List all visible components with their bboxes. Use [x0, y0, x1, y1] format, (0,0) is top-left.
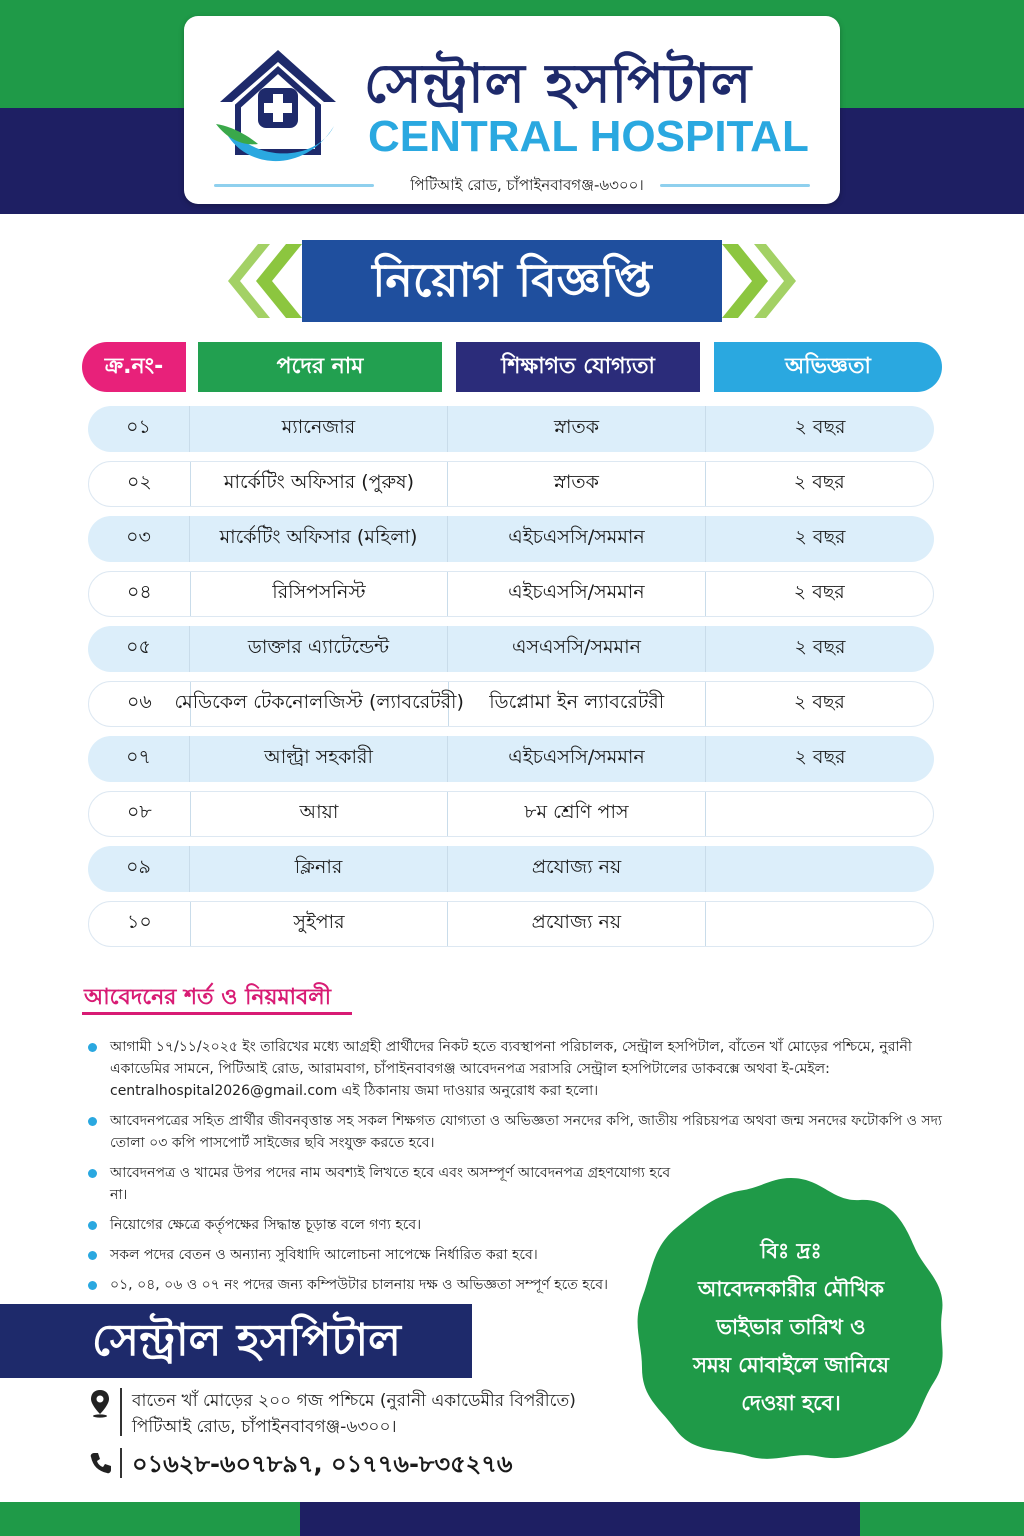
post-name-cell: সুইপার: [191, 902, 448, 946]
education-cell: ডিপ্লোমা ইন ল্যাবরেটরী: [449, 682, 706, 726]
table-header-post: পদের নাম: [198, 342, 442, 392]
experience-cell: ২ বছর: [794, 746, 846, 768]
education-cell: ৮ম শ্রেণি পাস: [448, 792, 705, 836]
hospital-name-english: CENTRAL HOSPITAL: [368, 112, 809, 161]
education-cell: এইচএসসি/সমমান: [448, 736, 706, 782]
table-header-education: শিক্ষাগত যোগ্যতা: [456, 342, 700, 392]
hospital-house-logo-icon: [210, 40, 346, 176]
post-name-cell: মেডিকেল টেকনোলজিস্ট (ল্যাবরেটরী): [191, 682, 449, 726]
rules-title: আবেদনের শর্ত ও নিয়মাবলী: [84, 985, 331, 1010]
serial-cell: ০৬: [89, 682, 191, 726]
address-divider: [120, 1388, 122, 1436]
post-name-cell: ম্যানেজার: [190, 406, 448, 452]
post-name-cell: আয়া: [191, 792, 448, 836]
badge-line: দেওয়া হবে।: [741, 1391, 841, 1415]
serial-cell: ০৯: [88, 846, 190, 892]
table-row: [88, 516, 934, 562]
education-cell: প্রযোজ্য নয়: [448, 902, 705, 946]
experience-cell: ২ বছর: [794, 636, 846, 658]
experience-cell: [706, 792, 933, 836]
bottom-green-band-right: [860, 1502, 1024, 1536]
serial-cell: ০২: [89, 462, 191, 506]
serial-cell: ০৫: [88, 626, 190, 672]
education-cell: এইচএসসি/সমমান: [448, 516, 706, 562]
serial-cell: ০৮: [89, 792, 191, 836]
education-cell: প্রযোজ্য নয়: [448, 846, 706, 892]
rule-item: নিয়োগের ক্ষেত্রে কর্তৃপক্ষের সিদ্ধান্ত চূড়ান্ত বলে গণ্য হবে।: [86, 1214, 686, 1236]
table-row: [88, 791, 934, 837]
address-rule-left: [214, 184, 374, 187]
hospital-name-bangla: সেন্ট্রাল হসপিটাল: [364, 52, 753, 115]
serial-cell: ০৪: [89, 572, 191, 616]
footer-address-line-1: বাতেন খাঁ মোড়ের ২০০ গজ পশ্চিমে (নুরানী একাডেমীর বিপরীতে): [132, 1391, 576, 1411]
education-cell: স্নাতক: [448, 406, 706, 452]
table-row: [88, 406, 934, 452]
badge-line: ভাইভার তারিখ ও: [716, 1315, 866, 1339]
post-name-cell: ডাক্তার এ্যাটেন্ডেন্ট: [190, 626, 448, 672]
badge-line: বিঃ দ্রঃ: [760, 1239, 822, 1263]
table-row: [88, 681, 934, 727]
experience-cell: ২ বছর: [793, 691, 845, 713]
chevron-left-icon: [226, 244, 302, 318]
table-row: [88, 736, 934, 782]
note-badge-text: [632, 1232, 950, 1422]
post-name-cell: মার্কেটিং অফিসার (পুরুষ): [191, 462, 448, 506]
table-row: [88, 626, 934, 672]
education-cell: স্নাতক: [448, 462, 705, 506]
bottom-green-band-left: [0, 1502, 300, 1536]
post-name-cell: ক্লিনার: [190, 846, 448, 892]
header-address-line: [214, 174, 810, 196]
serial-cell: ০১: [88, 406, 190, 452]
phone-icon: [88, 1450, 114, 1476]
table-header-serial: ক্র.নং-: [82, 342, 186, 392]
notice-title: নিয়োগ বিজ্ঞপ্তি: [302, 240, 722, 322]
experience-cell: ২ বছর: [793, 581, 845, 603]
experience-cell: [706, 902, 933, 946]
address-rule-right: [660, 184, 810, 187]
post-name-cell: মার্কেটিং অফিসার (মহিলা): [190, 516, 448, 562]
serial-cell: ১০: [89, 902, 191, 946]
bottom-navy-band: [300, 1502, 860, 1536]
education-cell: এইচএসসি/সমমান: [448, 572, 705, 616]
table-row: [88, 461, 934, 507]
table-row: [88, 901, 934, 947]
rule-item: আগামী ১৭/১১/২০২৫ ইং তারিখের মধ্যে আগ্রহী প্রার্থীদের নিকট হতে ব্যবস্থাপনা পরিচালক, সেন্ট্রাল হসপিটাল, বাঁতেন খাঁ মোড়ের পশ্চিমে, নুরানী একাডেমির সামনে, পিটিআই রোড, আরামবাগ, চাঁপাইনবাবগঞ্জ আবেদনপত্র সরাসরি সেন্ট্রাল হসপিটালের ডাকবক্সে অথবা ই-মেইল: centralhospital2026@gmail.com এই ঠিকানায় জমা দাওয়ার অনুরোধ করা হলো।: [86, 1036, 944, 1102]
footer-address-line-2: পিটিআই রোড, চাঁপাইনবাবগঞ্জ-৬৩০০।: [132, 1417, 397, 1437]
header-address: পিটিআই রোড, চাঁপাইনবাবগঞ্জ-৬৩০০।: [410, 176, 644, 194]
experience-cell: ২ বছর: [793, 471, 845, 493]
rule-item: ০১, ০৪, ০৬ ও ০৭ নং পদের জন্য কম্পিউটার চালনায় দক্ষ ও অভিজ্ঞতা সম্পূর্ণ হতে হবে।: [86, 1274, 686, 1296]
experience-cell: ২ বছর: [794, 526, 846, 548]
rule-item: আবেদনপত্রের সহিত প্রার্থীর জীবনবৃত্তান্ত সহ সকল শিক্ষগত যোগ্যতা ও অভিজ্ঞতা সনদের কপি, জাতীয় পরিচয়পত্র অথবা জন্ম সনদের ফটোকপি ও সদ্য তোলা ০৩ কপি পাসপোর্ট সাইজের ছবি সংযুক্ত করতে হবে।: [86, 1110, 944, 1154]
post-name-cell: আল্ট্রা সহকারী: [190, 736, 448, 782]
table-row: [88, 846, 934, 892]
badge-line: আবেদনকারীর মৌখিক: [697, 1277, 885, 1301]
footer-phone-numbers: ০১৬২৮-৬০৭৮৯৭, ০১৭৭৬-৮৩৫২৭৬: [132, 1450, 513, 1478]
phone-divider: [120, 1448, 122, 1478]
rule-item: আবেদনপত্র ও খামের উপর পদের নাম অবশ্যই লিখতে হবে এবং অসম্পূর্ণ আবেদনপত্র গ্রহণযোগ্য হবে না।: [86, 1162, 686, 1206]
badge-line: সময় মোবাইলে জানিয়ে: [693, 1353, 889, 1377]
notice-title-ribbon: [226, 240, 798, 322]
location-pin-icon: [88, 1388, 112, 1418]
chevron-right-icon: [722, 244, 798, 318]
rules-title-underline: [82, 1012, 352, 1015]
table-row: [88, 571, 934, 617]
rule-item: সকল পদের বেতন ও অন্যান্য সুবিধাদি আলোচনা সাপেক্ষে নির্ধারিত করা হবে।: [86, 1244, 686, 1266]
experience-cell: ২ বছর: [794, 416, 846, 438]
header-card: [184, 16, 840, 204]
education-cell: এসএসসি/সমমান: [448, 626, 706, 672]
serial-cell: ০৭: [88, 736, 190, 782]
table-header-experience: অভিজ্ঞতা: [714, 342, 942, 392]
footer-hospital-name: সেন্ট্রাল হসপিটাল: [0, 1304, 472, 1378]
serial-cell: ০৩: [88, 516, 190, 562]
experience-cell: [706, 846, 934, 892]
post-name-cell: রিসিপসনিস্ট: [191, 572, 448, 616]
